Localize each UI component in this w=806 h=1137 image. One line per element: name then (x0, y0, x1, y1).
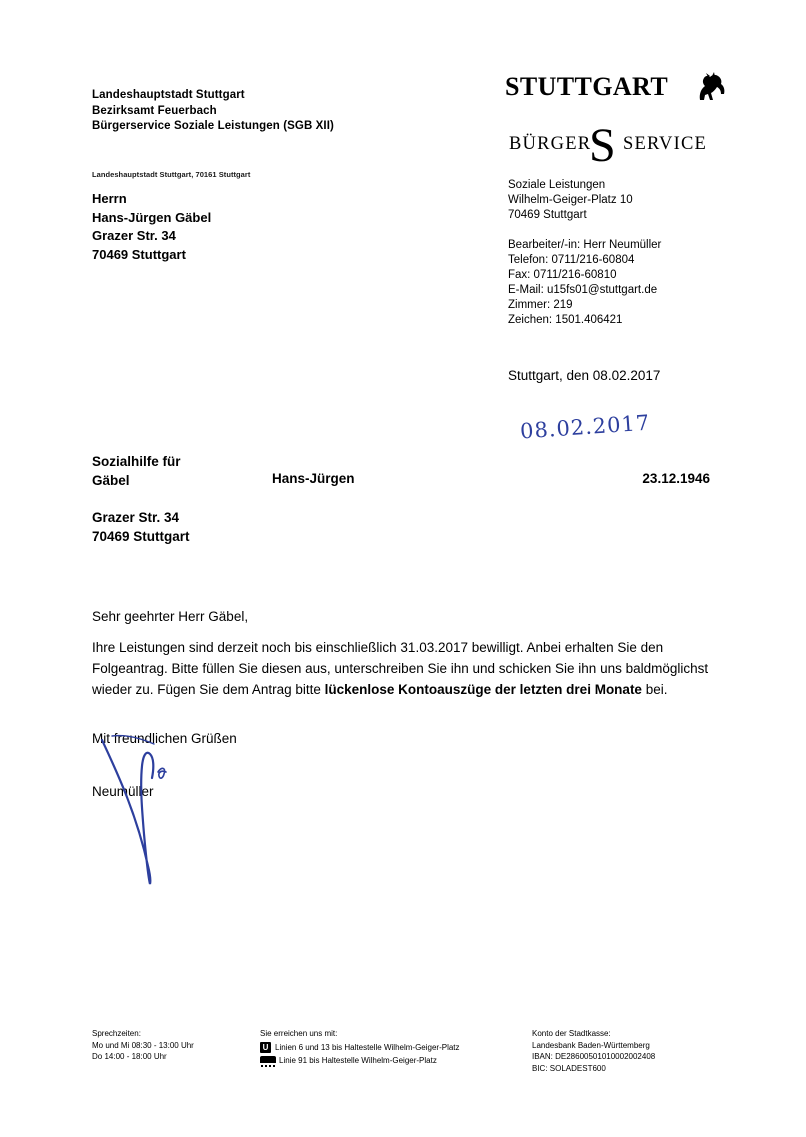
bus-icon (260, 1056, 276, 1065)
subject-first-name: Hans-Jürgen (272, 471, 355, 486)
body-paragraph-emphasis: lückenlose Kontoauszüge der letzten drei Monate (324, 682, 642, 697)
contact-details-block (508, 238, 661, 328)
footer-transport-row-u (260, 1042, 520, 1054)
handwritten-date: 08.02.2017 (519, 410, 651, 444)
office-name: Soziale Leistungen (508, 179, 606, 191)
body-closing: Mit freundlichen Grüßen (92, 731, 237, 746)
footer-transport-line-1: Linien 6 und 13 bis Haltestelle Wilhelm-Geiger-Platz (275, 1042, 460, 1052)
footer-hours-title: Sprechzeiten: (92, 1029, 141, 1038)
footer-transport (260, 1028, 520, 1067)
footer-bank-name: Landesbank Baden-Württemberg (532, 1040, 650, 1050)
logo-buerger-service (505, 119, 720, 172)
office-street: Wilhelm-Geiger-Platz 10 (508, 194, 633, 206)
body-paragraph-part2: bei. (641, 682, 668, 697)
sender-block (92, 88, 334, 135)
return-address-line: Landeshauptstadt Stuttgart, 70161 Stuttgart (92, 170, 251, 179)
footer-bank-title: Konto der Stadtkasse: (532, 1029, 611, 1038)
subject-date-of-birth: 23.12.1946 (642, 471, 710, 486)
body-paragraph (92, 637, 712, 700)
contact-fax: Fax: 0711/216-60810 (508, 269, 617, 281)
body-salutation: Sehr geehrter Herr Gäbel, (92, 609, 249, 624)
recipient-street: Grazer Str. 34 (92, 228, 176, 243)
logo-city-name: STUTTGART (505, 72, 669, 101)
footer-transport-row-bus (260, 1055, 520, 1067)
contact-phone: Telefon: 0711/216-60804 (508, 254, 635, 266)
dateline: Stuttgart, den 08.02.2017 (508, 368, 661, 383)
sender-line-3: Bürgerservice Soziale Leistungen (SGB XII) (92, 120, 334, 132)
footer-transport-title: Sie erreichen uns mit: (260, 1029, 338, 1038)
horse-icon (694, 72, 728, 102)
footer-transport-line-2: Linie 91 bis Haltestelle Wilhelm-Geiger-Platz (279, 1056, 437, 1065)
contact-clerk: Bearbeiter/-in: Herr Neumüller (508, 239, 662, 251)
footer-bank-bic: BIC: SOLADEST600 (532, 1063, 606, 1073)
handwritten-signature (96, 726, 206, 886)
u-bahn-icon: U (260, 1042, 271, 1053)
logo-top-row (505, 72, 720, 102)
recipient-city: 70469 Stuttgart (92, 246, 186, 262)
footer-hours (92, 1028, 242, 1063)
office-city: 70469 Stuttgart (508, 209, 587, 221)
contact-reference: Zeichen: 1501.406421 (508, 314, 623, 326)
signer-name: Neumüller (92, 784, 154, 799)
subject-block (92, 452, 181, 490)
subject-line-1: Sozialhilfe für (92, 454, 181, 469)
recipient-name: Hans-Jürgen Gäbel (92, 209, 212, 225)
subject-street: Grazer Str. 34 (92, 510, 180, 525)
footer-bank-iban: IBAN: DE28600501010002002408 (532, 1052, 656, 1061)
subject-address (92, 508, 190, 546)
subject-last-name: Gäbel (92, 473, 130, 488)
recipient-address (92, 190, 211, 264)
logo-buerger-text: BÜRGER (509, 134, 592, 154)
contact-room: Zimmer: 219 (508, 299, 573, 311)
sender-line-2: Bezirksamt Feuerbach (92, 104, 217, 117)
contact-email: E-Mail: u15fs01@stuttgart.de (508, 284, 658, 296)
office-address-block (508, 178, 633, 223)
stuttgart-logo (505, 72, 720, 172)
logo-service-text: SERVICE (623, 134, 708, 154)
subject-city: 70469 Stuttgart (92, 529, 190, 544)
footer-hours-line-1: Mo und Mi 08:30 - 13:00 Uhr (92, 1040, 194, 1050)
logo-s-letter: S (589, 119, 616, 172)
body-paragraph-part1: Ihre Leistungen sind derzeit noch bis einschließlich 31.03.2017 bewilligt. Anbei erhalten Sie den Folgeantrag. Bitte füllen Sie diesen aus, unterschreiben Sie ihn und schicken Sie ihn uns baldmöglichst wieder zu. Fügen Sie dem Antrag bitte (92, 640, 709, 697)
sender-line-1: Landeshauptstadt Stuttgart (92, 89, 245, 101)
footer-hours-line-2: Do 14:00 - 18:00 Uhr (92, 1052, 167, 1061)
recipient-salutation: Herrn (92, 191, 127, 206)
footer-bank (532, 1028, 722, 1074)
